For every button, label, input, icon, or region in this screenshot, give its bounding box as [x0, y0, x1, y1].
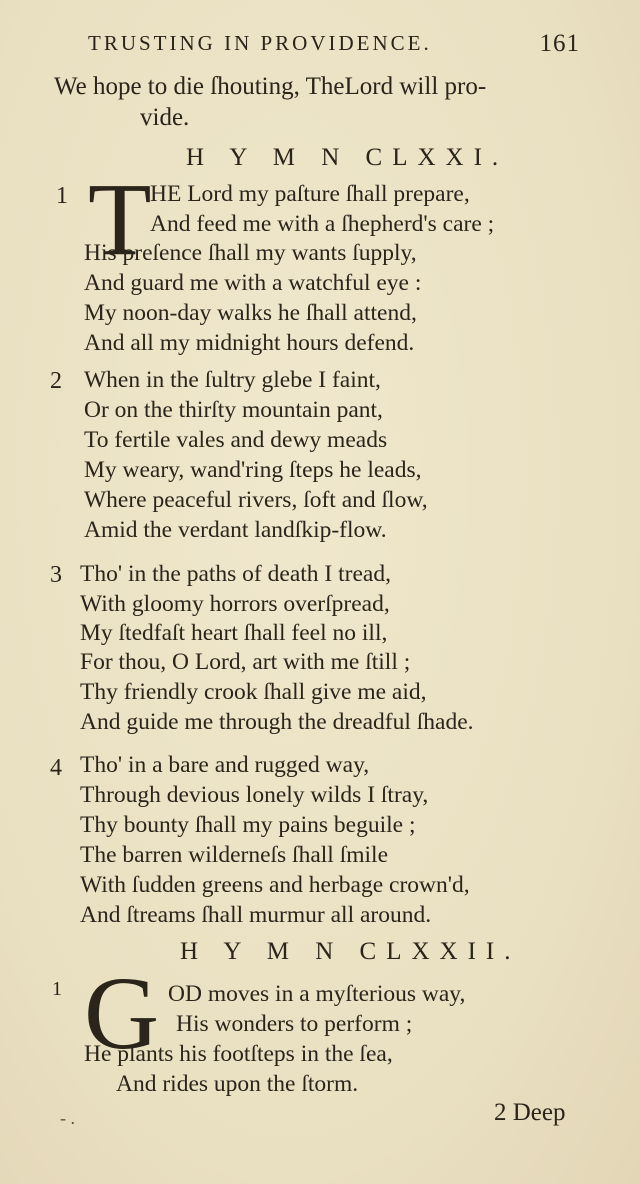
verse-line: And guard me with a watchful eye :	[84, 270, 422, 296]
verse-line: My ſtedfaſt heart ſhall feel no ill,	[80, 620, 388, 646]
verse-line: Thy bounty ſhall my pains beguile ;	[80, 812, 416, 838]
verse-line: The barren wilderneſs ſhall ſmile	[80, 842, 389, 868]
stanza-number: 1	[52, 978, 62, 1000]
verse-line: HE Lord my paſture ſhall prepare,	[150, 181, 470, 207]
carryover-line-1: We hope to die ſhouting, TheLord will pro-	[54, 73, 487, 100]
verse-line: Through devious lonely wilds I ſtray,	[80, 782, 429, 808]
verse-line: And feed me with a ſhepherd's care ;	[150, 211, 495, 237]
verse-line: With gloomy horrors overſpread,	[80, 591, 390, 617]
verse-line: Amid the verdant landſkip-flow.	[84, 517, 387, 543]
verse-line: My weary, wand'ring ſteps he leads,	[84, 457, 422, 483]
verse-line: And ſtreams ſhall murmur all around.	[80, 902, 432, 928]
verse-line: And guide me through the dreadful ſhade.	[80, 709, 474, 735]
verse-line: With ſudden greens and herbage crown'd,	[80, 872, 470, 898]
stanza-number: 3	[50, 562, 62, 588]
verse-line: To fertile vales and dewy meads	[84, 427, 388, 453]
verse-line: He plants his footſteps in the ſea,	[84, 1041, 393, 1067]
verse-line: Where peaceful rivers, ſoft and ſlow,	[84, 487, 428, 513]
catchword: 2 Deep	[494, 1099, 566, 1126]
verse-line: Thy friendly crook ſhall give me aid,	[80, 679, 427, 705]
drop-cap: T	[88, 162, 152, 277]
verse-line: When in the ſultry glebe I faint,	[84, 367, 381, 393]
verse-line: My noon-day walks he ſhall attend,	[84, 300, 417, 326]
hymn-171-title: H Y M N CLXXI.	[186, 144, 509, 171]
stanza-number: 1	[56, 183, 68, 209]
verse-line: OD moves in a myſterious way,	[168, 981, 466, 1007]
verse-line: His wonders to perform ;	[176, 1011, 413, 1037]
verse-line: Tho' in a bare and rugged way,	[80, 752, 370, 778]
drop-cap: G	[84, 956, 160, 1071]
hymn-172-title: H Y M N CLXXII.	[180, 938, 521, 965]
running-title: TRUSTING IN PROVIDENCE.	[88, 31, 432, 55]
verse-line: Tho' in the paths of death I tread,	[80, 561, 391, 587]
running-head	[88, 30, 588, 56]
verse-line: His preſence ſhall my wants ſupply,	[84, 240, 417, 266]
verse-line: And all my midnight hours defend.	[84, 330, 415, 356]
stanza-number: 2	[50, 368, 62, 394]
verse-line: For thou, O Lord, art with me ſtill ;	[80, 649, 411, 675]
verse-line: And rides upon the ſtorm.	[116, 1071, 359, 1097]
page-number: 161	[539, 30, 580, 57]
margin-marks: - .	[60, 1108, 75, 1128]
stanza-number: 4	[50, 755, 62, 781]
verse-line: Or on the thirſty mountain pant,	[84, 397, 383, 423]
carryover-line-2: vide.	[140, 104, 190, 131]
